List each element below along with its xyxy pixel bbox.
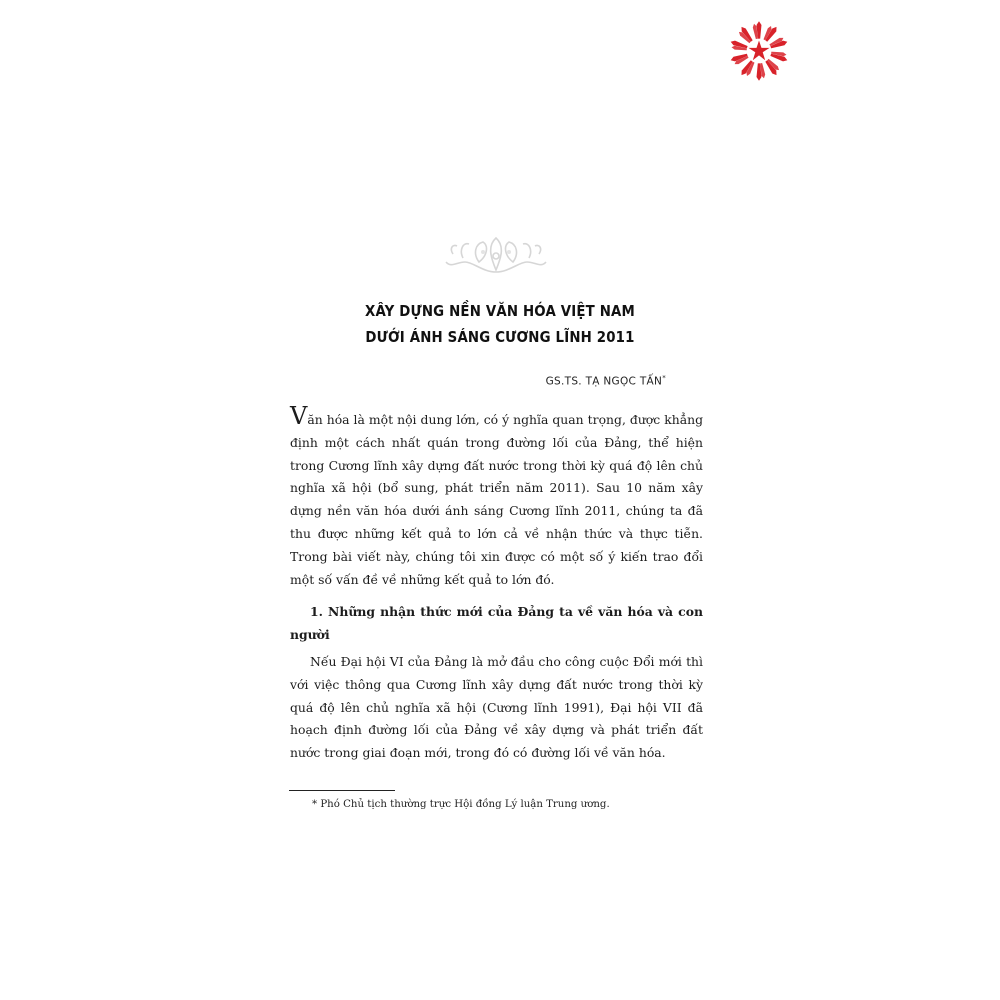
drop-cap: V — [290, 402, 308, 430]
title-line-1: XÂY DỰNG NỀN VĂN HÓA VIỆT NAM — [365, 302, 635, 320]
section-paragraph: Nếu Đại hội VI của Đảng là mở đầu cho công cuộc Đổi mới thì với việc thông qua Cương lĩnh xây dựng đất nước trong thời kỳ quá độ lên chủ nghĩa xã hội (Cương lĩnh 1991), Đại hội VII đã hoạch định đường lối của Đảng về xây dựng và phát triển đất nước trong giai đoạn mới, trong đó có đường lối về văn hóa. — [290, 653, 703, 761]
decorative-ornament-icon — [443, 232, 549, 278]
article-title — [319, 298, 680, 350]
footnote-divider — [289, 790, 395, 791]
article-body — [290, 402, 703, 765]
author-byline — [440, 374, 666, 388]
author-footnote-marker: * — [662, 374, 666, 382]
title-line-2: DƯỚI ÁNH SÁNG CƯƠNG LĨNH 2011 — [365, 328, 635, 346]
footnote-text: * Phó Chủ tịch thường trực Hội đồng Lý luận Trung ương. — [312, 799, 610, 810]
author-name: GS.TS. TẠ NGỌC TẤN — [545, 375, 663, 388]
section-heading: 1. Những nhận thức mới của Đảng ta về văn hóa và con người — [290, 604, 703, 643]
red-star-emblem-icon — [728, 20, 790, 82]
intro-text: ăn hóa là một nội dung lớn, có ý nghĩa quan trọng, được khẳng định một cách nhất quán trong đường lối của Đảng, thể hiện trong Cương lĩnh xây dựng đất nước trong thời kỳ quá độ lên chủ nghĩa xã hội (bổ sung, phát triển năm 2011). Sau 10 năm xây dựng nền văn hóa dưới ánh sáng Cương lĩnh 2011, chúng ta đã thu được những kết quả to lớn cả về nhận thức và thực tiễn. Trong bài viết này, chúng tôi xin được có một số ý kiến trao đổi một số vấn đề về những kết quả to lớn đó. — [290, 412, 703, 587]
intro-paragraph — [290, 402, 703, 591]
